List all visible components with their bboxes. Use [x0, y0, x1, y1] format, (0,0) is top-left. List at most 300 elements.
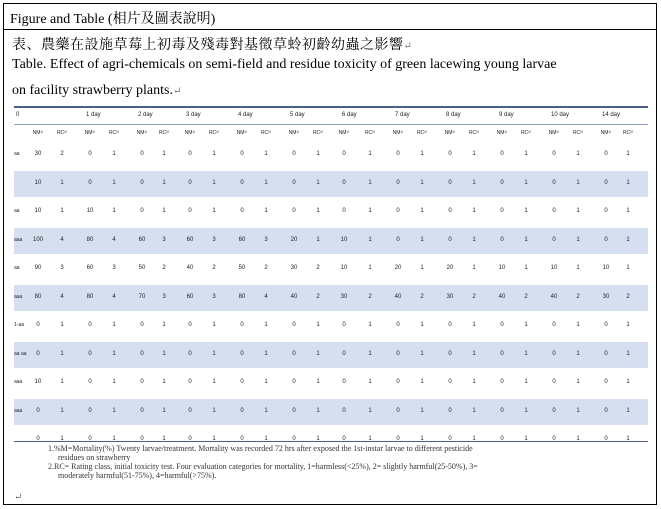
table-cell: 1 — [368, 208, 372, 214]
table-cell: 0 — [240, 379, 244, 385]
table-cell: 1 — [576, 265, 580, 271]
table-cell: 1 — [576, 407, 580, 414]
rc-subheader: RC²⁾ — [468, 130, 480, 136]
day-header: 6 day — [342, 112, 357, 118]
table-cell: 1 — [212, 379, 216, 385]
table-cell: 2 — [576, 293, 580, 300]
table-cell: 1 — [368, 179, 372, 186]
table-cell: 2 — [626, 293, 630, 300]
table-cell: 1 — [212, 151, 216, 157]
nm-subheader: NM¹⁾ — [548, 130, 560, 136]
table-cell: 100 — [32, 236, 43, 243]
table-cell: 1 — [112, 151, 116, 157]
table-cell: 0 — [140, 179, 144, 186]
table-cell: 0 — [342, 379, 346, 385]
table-cell: 1 — [626, 436, 630, 442]
rc-subheader: RC²⁾ — [622, 130, 634, 136]
table-cell: 3 — [264, 236, 268, 243]
table-cell: 1 — [420, 236, 424, 243]
table-cell: 0 — [342, 436, 346, 442]
table-cell: 1 — [316, 322, 320, 328]
table-cell: 3 — [60, 265, 64, 271]
nm-subheader: NM¹⁾ — [496, 130, 508, 136]
table-cell: 10 — [34, 379, 42, 385]
table-cell: 0 — [88, 436, 92, 442]
table-cell: 1 — [60, 208, 64, 214]
table-cell: 0 — [292, 151, 296, 157]
table-cell: 1 — [162, 322, 166, 328]
table-cell: 1 — [316, 179, 320, 186]
rc-subheader: RC²⁾ — [208, 130, 220, 136]
day-header: 8 day — [446, 112, 461, 118]
table-cell: 1 — [212, 350, 216, 357]
table-cell: 4 — [112, 293, 116, 300]
table-cell: 0 — [240, 208, 244, 214]
table-cell: 1 — [112, 322, 116, 328]
table-cell: 1 — [626, 379, 630, 385]
document-frame — [3, 3, 657, 505]
table-cell: 1 — [524, 379, 528, 385]
table-cell: 0 — [36, 322, 40, 328]
end-return-mark: ↵ — [14, 492, 23, 503]
table-cell: 1 — [212, 436, 216, 442]
table-cell: 0 — [342, 350, 346, 357]
table-cell: 0 — [188, 208, 192, 214]
table-cell: 1 — [472, 436, 476, 442]
rc-subheader: RC²⁾ — [572, 130, 584, 136]
table-cell: 60 — [238, 236, 246, 243]
table-cell: 0 — [140, 379, 144, 385]
table-cell: 0 — [140, 407, 144, 414]
table-cell: 1 — [112, 179, 116, 186]
footnote-2: 2.RC= Rating class, initial toxicity test. Four evaluation categories for mortality, 1=harmless(<25%), 2= slightly harmful(25-50%), 3= — [48, 462, 478, 471]
table-cell: 20 — [290, 236, 298, 243]
table-cell: 1 — [576, 208, 580, 214]
table-cell: 0 — [188, 379, 192, 385]
table-cell: 0 — [342, 322, 346, 328]
table-cell: 1 — [162, 379, 166, 385]
table-cell: 60 — [86, 265, 94, 271]
table-cell: 1 — [162, 407, 166, 414]
table-cell: 10 — [34, 179, 42, 186]
table-cell: 3 — [212, 293, 216, 300]
table-cell: 2 — [162, 265, 166, 271]
table-cell: 0 — [396, 379, 400, 385]
table-cell: 1 — [420, 407, 424, 414]
table-cell: 0 — [552, 350, 556, 357]
table-cell: 1 — [420, 208, 424, 214]
table-cell: 0 — [552, 407, 556, 414]
table-cell: 1 — [472, 265, 476, 271]
nm-subheader: NM¹⁾ — [392, 130, 404, 136]
table-cell: 0 — [342, 407, 346, 414]
rc-subheader: RC²⁾ — [416, 130, 428, 136]
table-cell: 1 — [112, 350, 116, 357]
table-cell: 20 — [446, 265, 454, 271]
table-cell: 4 — [60, 236, 64, 243]
nm-subheader: NM¹⁾ — [236, 130, 248, 136]
table-cell: 1 — [368, 322, 372, 328]
table-cell: 1 — [316, 436, 320, 442]
day-header: 7 day — [395, 112, 410, 118]
table-cell: 1 — [212, 407, 216, 414]
table-cell: 0 — [448, 379, 452, 385]
chinese-title: 表、農藥在設施草莓上初毒及殘毒對基徵草蛉初齡幼蟲之影響↵ — [12, 38, 413, 53]
table-cell: 1 — [212, 322, 216, 328]
table-cell: 1 — [264, 208, 268, 214]
table-cell: 0 — [188, 350, 192, 357]
table-cell: 10 — [86, 208, 94, 214]
table-cell: 1 — [162, 350, 166, 357]
table-cell: 1 — [626, 265, 630, 271]
table-cell: 1 — [626, 350, 630, 357]
table-cell: 1 — [264, 322, 268, 328]
table-cell: 1 — [420, 322, 424, 328]
table-cell: 1 — [524, 436, 528, 442]
table-cell: 0 — [88, 179, 92, 186]
table-cell: 10 — [34, 208, 42, 214]
table-footnotes — [48, 444, 478, 480]
table-cell: 0 — [240, 436, 244, 442]
table-cell: 80 — [86, 236, 94, 243]
table-cell: 0 — [552, 236, 556, 243]
nm-subheader: NM¹⁾ — [600, 130, 612, 136]
table-cell: 3 — [162, 236, 166, 243]
row-label: aa — [14, 151, 20, 157]
footnote-1: 1.%M=Mortality(%) Twenty larvae/treatment. Mortality was recorded 72 hrs after exposed the 1st-instar larvae to different pesticide — [48, 444, 473, 453]
table-cell: 1 — [472, 208, 476, 214]
table-cell: 1 — [524, 265, 528, 271]
table-cell: 1 — [368, 151, 372, 157]
table-cell: 0 — [500, 208, 504, 214]
table-cell: 1 — [472, 350, 476, 357]
table-cell: 1 — [368, 236, 372, 243]
rc-subheader: RC²⁾ — [520, 130, 532, 136]
table-cell: 1 — [316, 236, 320, 243]
table-cell: 0 — [36, 436, 40, 442]
table-cell: 1 — [420, 436, 424, 442]
table-cell: 1 — [112, 379, 116, 385]
table-cell: 30 — [290, 265, 298, 271]
table-cell: 0 — [240, 151, 244, 157]
table-cell: 1 — [212, 179, 216, 186]
row-label: aa — [14, 208, 20, 214]
table-cell: 0 — [604, 179, 608, 186]
day-header: 9 day — [499, 112, 514, 118]
table-cell: 3 — [162, 293, 166, 300]
table-cell: 0 — [36, 350, 40, 357]
footnote-2-cont: moderately harmful(51-75%), 4=harmful(>75%). — [58, 471, 217, 480]
table-cell: 0 — [88, 379, 92, 385]
table-cell: 30 — [340, 293, 348, 300]
table-cell: 0 — [552, 379, 556, 385]
table-cell: 0 — [500, 322, 504, 328]
table-cell: 0 — [604, 350, 608, 357]
table-cell: 0 — [396, 236, 400, 243]
table-cell: 1 — [60, 179, 64, 186]
table-cell: 80 — [86, 293, 94, 300]
table-cell: 0 — [88, 407, 92, 414]
table-cell: 1 — [524, 151, 528, 157]
data-table-image — [14, 106, 648, 442]
table-cell: 1 — [162, 436, 166, 442]
nm-subheader: NM¹⁾ — [84, 130, 96, 136]
day-header: 0 — [16, 112, 20, 118]
table-cell: 1 — [576, 379, 580, 385]
table-cell: 0 — [448, 179, 452, 186]
table-cell: 0 — [292, 407, 296, 414]
table-cell: 1 — [112, 407, 116, 414]
table-cell: 0 — [396, 179, 400, 186]
table-cell: 0 — [396, 208, 400, 214]
table-cell: 1 — [368, 436, 372, 442]
table-cell: 0 — [396, 407, 400, 414]
table-cell: 0 — [188, 322, 192, 328]
table-cell: 10 — [550, 265, 558, 271]
table-cell: 1 — [212, 208, 216, 214]
table-cell: 1 — [316, 407, 320, 414]
nm-subheader: NM¹⁾ — [288, 130, 300, 136]
table-cell: 0 — [292, 436, 296, 442]
table-cell: 1 — [626, 179, 630, 186]
table-cell: 1 — [162, 151, 166, 157]
day-header: 3 day — [186, 112, 201, 118]
table-cell: 1 — [420, 179, 424, 186]
row-label: aa aa — [14, 350, 27, 357]
table-cell: 1 — [60, 436, 64, 442]
table-cell: 0 — [88, 151, 92, 157]
table-cell: 0 — [342, 208, 346, 214]
table-cell: 0 — [448, 236, 452, 243]
table-cell: 1 — [576, 151, 580, 157]
return-mark: ↵ — [172, 86, 182, 97]
table-cell: 0 — [448, 151, 452, 157]
table-cell: 1 — [368, 379, 372, 385]
table-cell: 10 — [340, 265, 348, 271]
table-cell: 0 — [500, 236, 504, 243]
table-cell: 1 — [60, 379, 64, 385]
table-cell: 0 — [500, 379, 504, 385]
english-title-line-2: on facility strawberry plants.↵ — [12, 83, 182, 98]
table-cell: 1 — [420, 350, 424, 357]
table-cell: 3 — [112, 265, 116, 271]
table-cell: 0 — [140, 151, 144, 157]
table-cell: 3 — [212, 236, 216, 243]
table-cell: 80 — [34, 293, 42, 300]
table-cell: 1 — [112, 436, 116, 442]
table-cell: 0 — [448, 407, 452, 414]
table-cell: 0 — [552, 151, 556, 157]
table-cell: 2 — [316, 265, 320, 271]
table-cell: 1 — [264, 379, 268, 385]
table-cell: 1 — [60, 407, 64, 414]
table-cell: 1 — [420, 379, 424, 385]
table-cell: 10 — [498, 265, 506, 271]
table-cell: 10 — [340, 236, 348, 243]
table-cell: 1 — [162, 179, 166, 186]
table-cell: 4 — [60, 293, 64, 300]
table-cell: 40 — [394, 293, 402, 300]
figure-table-label: Figure and Table (相片及圖表說明) — [10, 12, 216, 27]
table-cell: 0 — [448, 350, 452, 357]
table-cell: 0 — [240, 350, 244, 357]
table-cell: 0 — [188, 436, 192, 442]
table-cell: 0 — [396, 436, 400, 442]
table-cell: 2 — [264, 265, 268, 271]
table-cell: 0 — [396, 151, 400, 157]
table-cell: 0 — [140, 322, 144, 328]
row-label: aaa — [14, 407, 23, 414]
nm-subheader: NM¹⁾ — [32, 130, 44, 136]
table-cell: 1 — [112, 208, 116, 214]
table-top-rule — [14, 106, 648, 108]
english-title-line-1: Table. Effect of agri-chemicals on semi-field and residue toxicity of green lacewing young larvae — [12, 57, 557, 72]
row-label: 1-aa — [14, 322, 25, 328]
table-cell: 0 — [292, 208, 296, 214]
table-cell: 0 — [500, 407, 504, 414]
table-cell: 1 — [524, 322, 528, 328]
table-cell: 0 — [500, 436, 504, 442]
table-cell: 1 — [626, 407, 630, 414]
table-cell: 1 — [60, 350, 64, 357]
table-cell: 1 — [368, 265, 372, 271]
table-cell: 1 — [472, 322, 476, 328]
table-cell: 0 — [140, 208, 144, 214]
return-mark: ↵ — [403, 41, 413, 52]
table-cell: 40 — [550, 293, 558, 300]
table-cell: 2 — [212, 265, 216, 271]
table-cell: 1 — [368, 407, 372, 414]
table-cell: 1 — [626, 236, 630, 243]
nm-subheader: NM¹⁾ — [184, 130, 196, 136]
nm-subheader: NM¹⁾ — [338, 130, 350, 136]
rc-subheader: RC²⁾ — [364, 130, 376, 136]
table-cell: 0 — [342, 151, 346, 157]
table-cell: 0 — [604, 407, 608, 414]
table-cell: 40 — [498, 293, 506, 300]
table-cell: 1 — [472, 379, 476, 385]
row-label: aa — [14, 265, 20, 271]
table-cell: 4 — [264, 293, 268, 300]
table-cell: 0 — [342, 179, 346, 186]
table-cell: 0 — [36, 407, 40, 414]
table-cell: 1 — [264, 436, 268, 442]
table-cell: 2 — [368, 293, 372, 300]
table-cell: 1 — [264, 179, 268, 186]
table-cell: 0 — [140, 436, 144, 442]
table-cell: 0 — [140, 350, 144, 357]
rc-subheader: RC²⁾ — [56, 130, 68, 136]
table-cell: 0 — [448, 436, 452, 442]
table-cell: 1 — [524, 236, 528, 243]
row-label: aaa — [14, 293, 23, 300]
table-cell: 0 — [292, 350, 296, 357]
table-cell: 0 — [240, 322, 244, 328]
table-cell: 0 — [604, 436, 608, 442]
table-cell: 1 — [264, 151, 268, 157]
table-cell: 1 — [368, 350, 372, 357]
table-cell: 0 — [604, 322, 608, 328]
table-cell: 2 — [524, 293, 528, 300]
table-cell: 2 — [420, 293, 424, 300]
table-cell: 0 — [188, 179, 192, 186]
day-header: 4 day — [238, 112, 253, 118]
table-cell: 1 — [162, 208, 166, 214]
table-cell: 30 — [602, 293, 610, 300]
table-cell: 1 — [524, 208, 528, 214]
table-cell: 1 — [524, 350, 528, 357]
table-cell: 10 — [602, 265, 610, 271]
table-cell: 1 — [524, 407, 528, 414]
table-cell: 0 — [292, 379, 296, 385]
table-cell: 1 — [626, 151, 630, 157]
day-header: 10 day — [551, 112, 570, 118]
table-cell: 60 — [186, 236, 194, 243]
table-cell: 1 — [316, 379, 320, 385]
table-cell: 1 — [576, 179, 580, 186]
table-cell: 40 — [290, 293, 298, 300]
footnote-1-cont: residues on strawberry — [58, 453, 131, 462]
table-cell: 0 — [88, 322, 92, 328]
table-cell: 1 — [626, 322, 630, 328]
rc-subheader: RC²⁾ — [312, 130, 324, 136]
table-cell: 60 — [138, 236, 146, 243]
table-cell: 1 — [420, 265, 424, 271]
table-cell: 0 — [188, 151, 192, 157]
day-header: 14 day — [602, 112, 621, 118]
table-cell: 0 — [396, 350, 400, 357]
table-cell: 0 — [500, 350, 504, 357]
table-cell: 1 — [626, 208, 630, 214]
table-cell: 0 — [604, 379, 608, 385]
table-cell: 0 — [240, 407, 244, 414]
table-cell: 0 — [292, 322, 296, 328]
day-header: 5 day — [290, 112, 305, 118]
table-cell: 1 — [316, 151, 320, 157]
day-header: 2 day — [138, 112, 153, 118]
table-cell: 0 — [396, 322, 400, 328]
table-cell: 1 — [264, 407, 268, 414]
nm-subheader: NM¹⁾ — [444, 130, 456, 136]
table-cell: 30 — [34, 151, 42, 157]
table-cell: 0 — [448, 208, 452, 214]
table-cell: 1 — [472, 179, 476, 186]
table-cell: 90 — [34, 265, 42, 271]
table-cell: 1 — [576, 322, 580, 328]
table-cell: 0 — [604, 208, 608, 214]
table-header-rule — [14, 124, 648, 125]
table-cell: 0 — [88, 350, 92, 357]
table-cell: 1 — [472, 236, 476, 243]
table-cell: 1 — [576, 350, 580, 357]
table-cell: 0 — [448, 322, 452, 328]
table-cell: 0 — [240, 179, 244, 186]
table-cell: 2 — [472, 293, 476, 300]
table-cell: 0 — [552, 322, 556, 328]
table-cell: 1 — [60, 322, 64, 328]
table-cell: 0 — [552, 208, 556, 214]
table-cell: 60 — [186, 293, 194, 300]
row-label: aaa — [14, 379, 23, 385]
table-cell: 40 — [186, 265, 194, 271]
table-cell: 1 — [576, 436, 580, 442]
table-cell: 2 — [60, 151, 64, 157]
rc-subheader: RC²⁾ — [108, 130, 120, 136]
rc-subheader: RC²⁾ — [260, 130, 272, 136]
table-cell: 0 — [552, 436, 556, 442]
table-cell: 1 — [472, 407, 476, 414]
table-cell: 70 — [138, 293, 146, 300]
